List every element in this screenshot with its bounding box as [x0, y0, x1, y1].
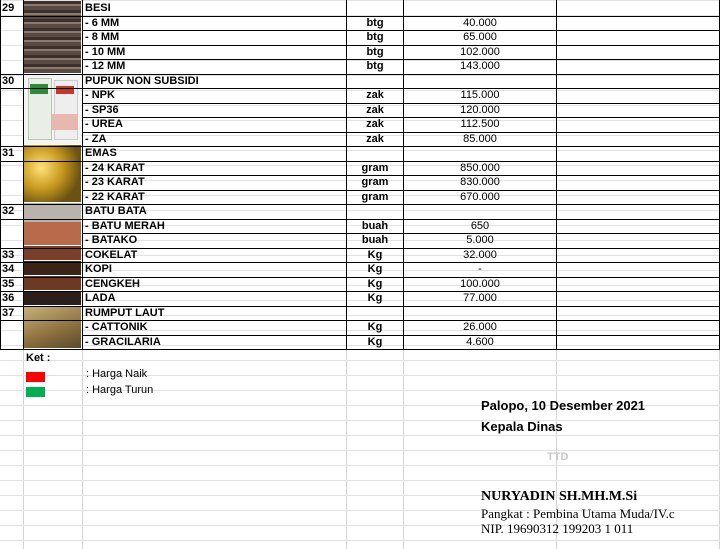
item-unit [347, 146, 403, 161]
table-row [0, 103, 720, 118]
item-name: - UREA [85, 118, 123, 130]
item-unit: Kg [367, 321, 383, 333]
seaweed-image [24, 306, 81, 348]
table-row [0, 291, 720, 306]
item-unit: btg [366, 31, 384, 43]
row-border [0, 262, 720, 263]
bricks-image [24, 203, 81, 245]
table-row [0, 335, 720, 350]
item-name: - BATAKO [85, 234, 138, 246]
table-row [0, 45, 720, 60]
table-row [0, 146, 720, 161]
item-price: 5.000 [466, 234, 494, 246]
price-up-label: : Harga Naik [86, 368, 148, 380]
item-unit: gram [361, 176, 389, 188]
row-number: 37 [2, 306, 15, 319]
item-name: COKELAT [85, 248, 138, 261]
table-row [0, 204, 720, 219]
place-date: Palopo, 10 Desember 2021 [481, 398, 646, 413]
table-row [0, 117, 720, 132]
table-row [0, 161, 720, 176]
row-border [82, 30, 720, 31]
item-price [404, 146, 556, 161]
row-number [2, 30, 22, 45]
item-unit: zak [366, 89, 384, 101]
item-price: 120.000 [460, 103, 500, 116]
column-border [556, 0, 557, 349]
item-unit: zak [366, 132, 384, 145]
item-name: - CATTONIK [85, 321, 148, 333]
row-number: 35 [2, 277, 15, 290]
item-unit: Kg [367, 248, 383, 261]
table-row [0, 175, 720, 190]
column-border [346, 0, 347, 349]
item-unit [347, 204, 403, 219]
item-name: - GRACILARIA [85, 335, 161, 348]
item-unit [347, 1, 403, 16]
row-border [0, 248, 720, 249]
item-price: 40.000 [463, 16, 497, 29]
row-number [2, 59, 22, 74]
row-border [0, 306, 720, 307]
item-price: 77.000 [463, 292, 497, 304]
item-name: KOPI [85, 263, 112, 275]
table-row [0, 74, 720, 89]
item-price: 26.000 [463, 321, 497, 333]
table-row [0, 88, 720, 103]
row-number [2, 190, 22, 205]
item-name: - BATU MERAH [85, 219, 165, 232]
column-border [23, 0, 24, 349]
row-number [2, 175, 22, 190]
row-number: 32 [2, 205, 15, 217]
table-row [0, 30, 720, 45]
pepper-image [24, 291, 81, 305]
item-name: - 12 MM [85, 60, 126, 72]
row-border [0, 349, 720, 350]
item-name: - 22 KARAT [85, 190, 145, 203]
item-unit: btg [366, 16, 384, 29]
item-unit: buah [361, 234, 389, 246]
item-name: - 8 MM [85, 31, 120, 43]
row-border [0, 277, 720, 278]
item-unit: zak [366, 103, 384, 116]
row-border [82, 59, 720, 60]
gold-jewelry-image [24, 145, 81, 202]
row-border [0, 204, 720, 205]
item-unit: zak [366, 118, 384, 130]
row-number [2, 16, 22, 31]
row-number: 30 [2, 74, 15, 87]
table-row [0, 190, 720, 205]
table-row [0, 219, 720, 234]
item-unit: Kg [367, 292, 383, 304]
row-number: 31 [2, 147, 15, 159]
row-border [82, 132, 720, 133]
ttd-placeholder: TTD [547, 451, 569, 463]
item-price: 112.500 [460, 118, 500, 130]
price-down-swatch [26, 387, 45, 397]
coffee-image [24, 261, 81, 275]
item-price: 65.000 [463, 31, 497, 43]
row-number [2, 335, 22, 350]
item-name: - ZA [85, 132, 107, 145]
signature-block [481, 396, 719, 546]
item-unit: gram [361, 190, 389, 203]
row-border [0, 74, 720, 75]
item-name: - NPK [85, 89, 115, 101]
item-unit: gram [361, 161, 389, 174]
legend-title: Ket : [26, 352, 51, 364]
row-border [0, 219, 720, 220]
item-price: 32.000 [463, 248, 497, 261]
item-unit: Kg [367, 263, 383, 275]
row-border [82, 117, 720, 118]
item-name: BATU BATA [85, 205, 147, 217]
column-border [82, 0, 83, 349]
row-number: 33 [2, 248, 15, 261]
row-number: 36 [2, 292, 15, 304]
item-price: 85.000 [463, 132, 497, 145]
table-row [0, 262, 720, 277]
row-border [0, 161, 720, 162]
row-border [82, 103, 720, 104]
row-number [2, 233, 22, 248]
table-row [0, 306, 720, 321]
item-name: CENGKEH [85, 277, 141, 290]
price-up-swatch [26, 372, 45, 382]
row-border [0, 88, 720, 89]
item-price: - [478, 263, 482, 275]
row-number [2, 320, 22, 335]
item-price: 100.000 [460, 277, 500, 290]
item-price: 850.000 [460, 161, 500, 174]
table-row [0, 277, 720, 292]
position-title: Kepala Dinas [481, 419, 563, 434]
row-border [82, 45, 720, 46]
table-row [0, 248, 720, 263]
row-border [82, 190, 720, 191]
row-number [2, 88, 22, 103]
item-price: 143.000 [460, 60, 500, 72]
price-down-label: : Harga Turun [86, 384, 154, 396]
column-border [403, 0, 404, 349]
row-border [0, 291, 720, 292]
item-unit: Kg [367, 335, 383, 348]
row-number [2, 161, 22, 176]
item-name: - 24 KARAT [85, 161, 145, 174]
table-row [0, 233, 720, 248]
item-price [404, 204, 556, 219]
item-price: 670.000 [460, 190, 500, 203]
row-border [82, 335, 720, 336]
item-name: - 23 KARAT [85, 176, 145, 188]
row-border [82, 233, 720, 234]
table-row [0, 320, 720, 335]
row-border [0, 146, 720, 147]
item-price: 4.600 [466, 335, 494, 348]
item-name: - SP36 [85, 103, 119, 116]
row-number: 29 [2, 2, 15, 14]
row-number [2, 132, 22, 147]
item-unit: btg [366, 60, 384, 72]
item-name: BESI [85, 2, 111, 14]
iron-bars-image [24, 1, 81, 73]
item-price: 115.000 [460, 89, 500, 101]
official-name: NURYADIN SH.MH.M.Si [481, 489, 638, 504]
item-unit [347, 74, 403, 89]
item-name: - 6 MM [85, 16, 120, 29]
row-border [0, 320, 720, 321]
item-price [404, 1, 556, 16]
official-nip: NIP. 19690312 199203 1 011 [481, 521, 634, 536]
table-row [0, 16, 720, 31]
row-number: 34 [2, 263, 15, 275]
item-price [404, 74, 556, 89]
table-row [0, 59, 720, 74]
table-row [0, 132, 720, 147]
item-price [404, 306, 556, 321]
row-number [2, 45, 22, 60]
item-unit: btg [366, 45, 384, 58]
item-price: 830.000 [460, 176, 500, 188]
column-border [0, 0, 1, 349]
item-unit: buah [361, 219, 389, 232]
table-row [0, 1, 720, 16]
item-name: RUMPUT LAUT [85, 306, 165, 319]
item-price: 102.000 [460, 45, 500, 58]
official-rank: Pangkat : Pembina Utama Muda/IV.c [481, 506, 675, 521]
row-number [2, 117, 22, 132]
row-number [2, 103, 22, 118]
fertilizer-bags-image [24, 74, 81, 144]
item-unit: Kg [367, 277, 383, 290]
item-name: EMAS [85, 147, 117, 159]
item-price: 650 [470, 219, 490, 232]
legend [24, 352, 224, 402]
row-border [82, 175, 720, 176]
clove-image [24, 276, 81, 290]
row-number [2, 219, 22, 234]
item-unit [347, 306, 403, 321]
row-border [0, 16, 720, 17]
item-name: - 10 MM [85, 45, 126, 58]
item-name: PUPUK NON SUBSIDI [85, 74, 199, 87]
item-name: LADA [85, 292, 116, 304]
